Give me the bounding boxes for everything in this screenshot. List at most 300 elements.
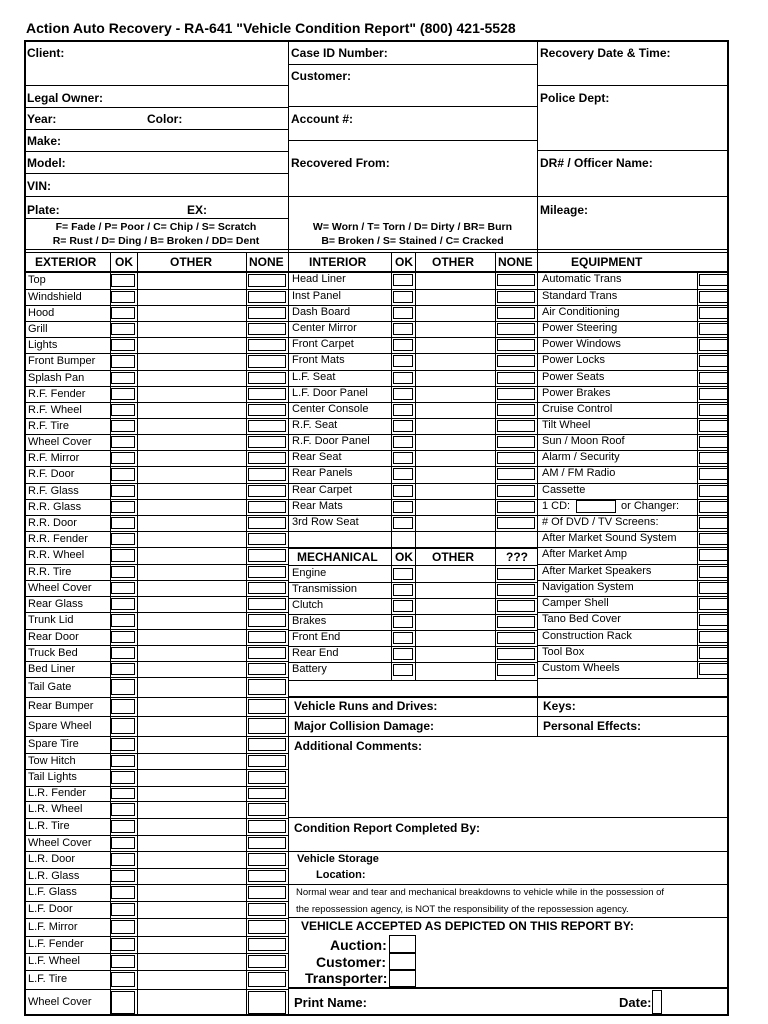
- mechanical-ok-checkbox[interactable]: [393, 568, 413, 580]
- mechanical-item-label: Front End: [292, 631, 341, 643]
- exterior-item-label: R.F. Door: [28, 468, 75, 480]
- exterior-none-checkbox[interactable]: [248, 291, 286, 303]
- interior-none-checkbox[interactable]: [497, 355, 535, 367]
- exterior-none-checkbox[interactable]: [248, 549, 286, 562]
- changer-label: or Changer:: [621, 500, 680, 512]
- exterior-none-checkbox[interactable]: [248, 853, 286, 866]
- exterior-none-checkbox[interactable]: [248, 566, 286, 578]
- grid-line: [288, 917, 729, 918]
- exterior-ok-checkbox[interactable]: [111, 323, 135, 335]
- equipment-item-label: Power Brakes: [542, 387, 611, 399]
- exterior-item-label: R.R. Glass: [28, 500, 82, 513]
- client-label: Client:: [27, 46, 65, 60]
- grid-line: [288, 40, 289, 1016]
- exterior-item-label: L.F. Door: [28, 903, 73, 915]
- grid-line: [24, 321, 288, 322]
- interior-item-label: Rear Mats: [292, 500, 343, 512]
- mechanical-header: MECHANICAL: [297, 550, 378, 564]
- exterior-item-label: Wheel Cover: [28, 581, 92, 594]
- mechanical-ok-checkbox[interactable]: [393, 648, 413, 660]
- exterior-ok-checkbox[interactable]: [111, 991, 135, 1014]
- exterior-item-label: L.F. Glass: [28, 886, 77, 898]
- exterior-none-checkbox[interactable]: [248, 404, 286, 416]
- auction-checkbox[interactable]: [389, 935, 416, 953]
- interior-ok-checkbox[interactable]: [393, 388, 413, 400]
- exterior-ok-checkbox[interactable]: [111, 468, 135, 481]
- grid-line: [288, 680, 537, 681]
- equipment-item-label: # Of DVD / TV Screens:: [542, 516, 659, 528]
- equipment-checkbox[interactable]: [699, 582, 728, 594]
- mechanical-item-label: Transmission: [292, 583, 357, 595]
- equipment-header: EQUIPMENT: [571, 255, 643, 269]
- interior-ok-checkbox[interactable]: [393, 339, 413, 351]
- equipment-item-label: After Market Amp: [542, 548, 627, 560]
- equipment-checkbox[interactable]: [699, 291, 728, 303]
- exterior-none-checkbox[interactable]: [248, 582, 286, 594]
- exterior-ok-checkbox[interactable]: [111, 699, 135, 714]
- color-label: Color:: [147, 112, 183, 126]
- exterior-ok-checkbox[interactable]: [111, 755, 135, 767]
- exterior-none-checkbox[interactable]: [248, 920, 286, 934]
- grid-line: [288, 565, 537, 566]
- exterior-none-checkbox[interactable]: [248, 355, 286, 368]
- interior-none-checkbox[interactable]: [497, 274, 535, 286]
- interior-none-checkbox[interactable]: [497, 339, 535, 351]
- exterior-ok-checkbox[interactable]: [111, 938, 135, 951]
- interior-item-label: Center Mirror: [292, 322, 357, 334]
- equipment-checkbox[interactable]: [699, 501, 728, 513]
- interior-none-checkbox[interactable]: [497, 388, 535, 400]
- storage-label: Vehicle Storage: [297, 853, 379, 865]
- exterior-ok-checkbox[interactable]: [111, 517, 135, 529]
- interior-ok-checkbox[interactable]: [393, 452, 413, 464]
- mechanical-ok-checkbox[interactable]: [393, 616, 413, 628]
- equipment-item-label: After Market Sound System: [542, 532, 677, 544]
- dr-officer-label: DR# / Officer Name:: [540, 156, 653, 170]
- exterior-ok-checkbox[interactable]: [111, 738, 135, 751]
- exterior-none-checkbox[interactable]: [248, 972, 286, 987]
- equipment-checkbox[interactable]: [699, 420, 728, 432]
- equipment-item-label: Power Locks: [542, 354, 605, 366]
- grid-line: [24, 989, 288, 990]
- interior-item-label: Dash Board: [292, 306, 351, 318]
- interior-ok-checkbox[interactable]: [393, 436, 413, 448]
- interior-none-checkbox[interactable]: [497, 501, 535, 513]
- interior-item-label: Rear Panels: [292, 467, 353, 479]
- equipment-item-label: Tool Box: [542, 646, 585, 658]
- mechanical-unknown-checkbox[interactable]: [497, 664, 535, 676]
- grid-line: [24, 85, 288, 86]
- exterior-none-checkbox[interactable]: [248, 372, 286, 384]
- grid-line: [288, 716, 729, 717]
- exterior-none-checkbox[interactable]: [248, 647, 286, 659]
- case-id-label: Case ID Number:: [291, 46, 388, 60]
- mechanical-unknown-checkbox[interactable]: [497, 632, 535, 644]
- exterior-none-header: NONE: [249, 255, 284, 269]
- equipment-checkbox[interactable]: [699, 372, 728, 384]
- exterior-none-checkbox[interactable]: [248, 738, 286, 751]
- grid-line: [288, 64, 537, 65]
- equipment-checkbox[interactable]: [699, 647, 728, 659]
- exterior-none-checkbox[interactable]: [248, 718, 286, 734]
- equipment-checkbox[interactable]: [699, 436, 728, 448]
- exterior-item-label: Top: [28, 274, 46, 286]
- equipment-checkbox[interactable]: [699, 533, 728, 545]
- mechanical-other-header: OTHER: [432, 550, 474, 564]
- disclaimer-line2: the repossession agency, is NOT the responsibility of the repossession agency.: [296, 904, 629, 915]
- interior-none-checkbox[interactable]: [497, 307, 535, 319]
- equipment-checkbox[interactable]: [699, 452, 728, 464]
- additional-comments-label: Additional Comments:: [294, 739, 422, 753]
- exterior-none-checkbox[interactable]: [248, 388, 286, 400]
- customer-checkbox[interactable]: [389, 953, 416, 970]
- interior-ok-checkbox[interactable]: [393, 291, 413, 303]
- interior-none-checkbox[interactable]: [497, 517, 535, 529]
- make-label: Make:: [27, 134, 62, 148]
- grid-line: [288, 884, 729, 885]
- exterior-ok-checkbox[interactable]: [111, 886, 135, 899]
- exterior-item-label: L.R. Glass: [28, 869, 80, 882]
- exterior-ok-checkbox[interactable]: [111, 598, 135, 610]
- mechanical-unknown-checkbox[interactable]: [497, 568, 535, 580]
- legal-owner-label: Legal Owner:: [27, 91, 104, 105]
- interior-none-checkbox[interactable]: [497, 420, 535, 432]
- exterior-ok-checkbox[interactable]: [111, 501, 135, 513]
- customer-label: Customer:: [291, 69, 352, 83]
- exterior-ok-checkbox[interactable]: [111, 771, 135, 784]
- grid-line: [24, 918, 288, 919]
- exterior-ok-checkbox[interactable]: [111, 307, 135, 319]
- interior-ok-checkbox[interactable]: [393, 420, 413, 432]
- exterior-none-checkbox[interactable]: [248, 837, 286, 849]
- equipment-checkbox[interactable]: [699, 517, 728, 529]
- exterior-none-checkbox[interactable]: [248, 663, 286, 675]
- exterior-item-label: Tow Hitch: [28, 754, 76, 767]
- equipment-item-label: Custom Wheels: [542, 662, 620, 674]
- interior-ok-checkbox[interactable]: [393, 323, 413, 335]
- grid-line: [537, 40, 538, 736]
- interior-item-label: Front Mats: [292, 354, 345, 366]
- equipment-checkbox[interactable]: [699, 631, 728, 643]
- exterior-item-label: Windshield: [28, 290, 82, 303]
- year-label: Year:: [27, 112, 57, 126]
- model-label: Model:: [27, 156, 66, 170]
- interior-item-label: R.F. Seat: [292, 419, 338, 431]
- exterior-none-checkbox[interactable]: [248, 323, 286, 335]
- exterior-item-label: Wheel Cover: [28, 836, 92, 849]
- exterior-none-checkbox[interactable]: [248, 755, 286, 767]
- exterior-ok-checkbox[interactable]: [111, 388, 135, 400]
- grid-line: [24, 801, 288, 802]
- grid-line: [24, 196, 288, 197]
- grid-line: [24, 901, 288, 902]
- interior-legend-line1: W= Worn / T= Torn / D= Dirty / BR= Burn: [312, 221, 513, 233]
- mechanical-ok-checkbox[interactable]: [393, 632, 413, 644]
- grid-line: [288, 140, 537, 141]
- equipment-checkbox[interactable]: [699, 663, 728, 675]
- grid-line: [24, 466, 288, 467]
- exterior-legend-line2: R= Rust / D= Ding / B= Broken / DD= Dent: [52, 235, 260, 247]
- exterior-none-checkbox[interactable]: [248, 517, 286, 529]
- grid-line: [24, 271, 729, 273]
- exterior-none-checkbox[interactable]: [248, 955, 286, 968]
- exterior-item-label: L.R. Door: [28, 853, 76, 865]
- equipment-checkbox[interactable]: [699, 355, 728, 367]
- interior-item-label: R.F. Door Panel: [292, 435, 370, 447]
- exterior-item-label: Spare Tire: [28, 738, 79, 750]
- exterior-ok-checkbox[interactable]: [111, 920, 135, 934]
- exterior-item-label: R.R. Door: [28, 516, 77, 529]
- exterior-item-label: L.R. Fender: [28, 787, 87, 799]
- grid-line: [288, 249, 537, 250]
- grid-line: [288, 598, 537, 599]
- equipment-checkbox[interactable]: [699, 614, 728, 626]
- exterior-none-checkbox[interactable]: [248, 452, 286, 464]
- auction-label: Auction:: [330, 937, 387, 953]
- exterior-ok-checkbox[interactable]: [111, 372, 135, 384]
- exterior-ok-checkbox[interactable]: [111, 452, 135, 464]
- exterior-none-checkbox[interactable]: [248, 788, 286, 799]
- grid-line: [24, 970, 288, 971]
- interior-none-checkbox[interactable]: [497, 404, 535, 416]
- interior-ok-checkbox[interactable]: [393, 307, 413, 319]
- print-name-label: Print Name:: [294, 995, 367, 1010]
- equipment-item-label: Power Windows: [542, 338, 621, 350]
- exterior-none-checkbox[interactable]: [248, 679, 286, 695]
- equipment-item-label: Construction Rack: [542, 630, 632, 642]
- equipment-checkbox[interactable]: [699, 485, 728, 497]
- exterior-none-checkbox[interactable]: [248, 903, 286, 916]
- exterior-item-label: Spare Wheel: [28, 719, 92, 732]
- mechanical-unknown-checkbox[interactable]: [497, 584, 535, 596]
- equipment-checkbox[interactable]: [699, 274, 728, 286]
- grid-line: [24, 129, 288, 130]
- exterior-none-checkbox[interactable]: [248, 501, 286, 513]
- cd-count-field[interactable]: [576, 500, 616, 513]
- interior-ok-checkbox[interactable]: [393, 468, 413, 480]
- exterior-ok-checkbox[interactable]: [111, 972, 135, 987]
- exterior-ok-checkbox[interactable]: [111, 274, 135, 287]
- exterior-item-label: L.R. Wheel: [28, 803, 83, 815]
- exterior-item-label: Tail Gate: [28, 680, 72, 693]
- equipment-item-label: AM / FM Radio: [542, 467, 616, 479]
- exterior-ok-checkbox[interactable]: [111, 663, 135, 675]
- interior-legend-line2: B= Broken / S= Stained / C= Cracked: [321, 235, 504, 247]
- equipment-checkbox[interactable]: [699, 388, 728, 400]
- recovery-date-label: Recovery Date & Time:: [540, 46, 671, 60]
- exterior-ok-checkbox[interactable]: [111, 903, 135, 916]
- mechanical-ok-checkbox[interactable]: [393, 584, 413, 596]
- exterior-item-label: Rear Door: [28, 630, 79, 643]
- interior-item-label: Rear Seat: [292, 451, 342, 463]
- exterior-none-checkbox[interactable]: [248, 274, 286, 287]
- location-label: Location:: [316, 869, 366, 881]
- interior-none-checkbox[interactable]: [497, 436, 535, 448]
- exterior-none-checkbox[interactable]: [248, 436, 286, 448]
- grid-line: [537, 85, 729, 86]
- exterior-item-label: Rear Bumper: [28, 700, 94, 712]
- exterior-ok-checkbox[interactable]: [111, 339, 135, 351]
- equipment-item-label: Power Seats: [542, 371, 605, 383]
- exterior-ok-header: OK: [115, 255, 133, 269]
- exterior-none-checkbox[interactable]: [248, 886, 286, 899]
- grid-line: [24, 547, 288, 548]
- grid-line: [288, 696, 729, 698]
- exterior-item-label: R.R. Wheel: [28, 549, 85, 561]
- runs-drives-label: Vehicle Runs and Drives:: [294, 699, 438, 713]
- mechanical-unknown-checkbox[interactable]: [497, 648, 535, 660]
- exterior-none-checkbox[interactable]: [248, 339, 286, 351]
- mileage-label: Mileage:: [540, 203, 589, 217]
- grid-line: [24, 697, 288, 698]
- equipment-item-label: Power Steering: [542, 322, 618, 334]
- exterior-item-label: L.F. Mirror: [28, 920, 78, 933]
- exterior-none-checkbox[interactable]: [248, 803, 286, 816]
- interior-none-checkbox[interactable]: [497, 452, 535, 464]
- exterior-none-checkbox[interactable]: [248, 699, 286, 714]
- exterior-ok-checkbox[interactable]: [111, 582, 135, 594]
- exterior-none-checkbox[interactable]: [248, 485, 286, 497]
- exterior-ok-checkbox[interactable]: [111, 718, 135, 734]
- exterior-none-checkbox[interactable]: [248, 991, 286, 1014]
- exterior-ok-checkbox[interactable]: [111, 820, 135, 833]
- equipment-checkbox[interactable]: [699, 339, 728, 351]
- exterior-none-checkbox[interactable]: [248, 870, 286, 882]
- grid-line: [288, 106, 537, 107]
- interior-none-checkbox[interactable]: [497, 323, 535, 335]
- exterior-item-label: R.F. Glass: [28, 484, 79, 497]
- exterior-ok-checkbox[interactable]: [111, 436, 135, 448]
- interior-ok-checkbox[interactable]: [393, 485, 413, 497]
- exterior-item-label: Truck Bed: [28, 646, 78, 659]
- exterior-item-label: R.R. Fender: [28, 532, 88, 545]
- exterior-ok-checkbox[interactable]: [111, 291, 135, 303]
- exterior-item-label: R.F. Mirror: [28, 451, 80, 464]
- exterior-none-checkbox[interactable]: [248, 420, 286, 432]
- interior-ok-checkbox[interactable]: [393, 501, 413, 513]
- grid-line: [288, 736, 729, 737]
- mechanical-item-label: Engine: [292, 567, 327, 579]
- exterior-item-label: Wheel Cover: [28, 435, 92, 448]
- equipment-checkbox[interactable]: [699, 468, 728, 480]
- interior-ok-checkbox[interactable]: [393, 355, 413, 367]
- interior-ok-checkbox[interactable]: [393, 517, 413, 529]
- exterior-ok-checkbox[interactable]: [111, 631, 135, 643]
- exterior-none-checkbox[interactable]: [248, 614, 286, 627]
- exterior-ok-checkbox[interactable]: [111, 533, 135, 545]
- exterior-item-label: R.F. Wheel: [28, 403, 82, 416]
- exterior-item-label: Splash Pan: [28, 371, 85, 384]
- customer-accept-label: Customer:: [316, 954, 387, 970]
- exterior-item-label: Bed Liner: [28, 662, 76, 675]
- equipment-checkbox[interactable]: [699, 307, 728, 319]
- transporter-checkbox[interactable]: [389, 970, 416, 987]
- mechanical-ok-checkbox[interactable]: [393, 600, 413, 612]
- interior-ok-checkbox[interactable]: [393, 372, 413, 384]
- exterior-ok-checkbox[interactable]: [111, 485, 135, 497]
- exterior-none-checkbox[interactable]: [248, 938, 286, 951]
- exterior-ok-checkbox[interactable]: [111, 870, 135, 882]
- interior-none-checkbox[interactable]: [497, 372, 535, 384]
- exterior-ok-checkbox[interactable]: [111, 420, 135, 432]
- equipment-checkbox[interactable]: [699, 323, 728, 335]
- mechanical-unknown-checkbox[interactable]: [497, 600, 535, 612]
- page-title: Action Auto Recovery - RA-641 "Vehicle Condition Report" (800) 421-5528: [26, 20, 516, 36]
- mechanical-unknown-checkbox[interactable]: [497, 616, 535, 628]
- exterior-item-label: R.F. Tire: [28, 419, 69, 432]
- exterior-none-checkbox[interactable]: [248, 771, 286, 784]
- equipment-item-label: Navigation System: [542, 581, 634, 593]
- exterior-none-checkbox[interactable]: [248, 820, 286, 833]
- exterior-none-checkbox[interactable]: [248, 468, 286, 481]
- exterior-ok-checkbox[interactable]: [111, 404, 135, 416]
- interior-none-checkbox[interactable]: [497, 291, 535, 303]
- exterior-ok-checkbox[interactable]: [111, 955, 135, 968]
- exterior-ok-checkbox[interactable]: [111, 549, 135, 562]
- exterior-none-checkbox[interactable]: [248, 598, 286, 610]
- equipment-item-label: Tano Bed Cover: [542, 613, 621, 625]
- equipment-checkbox[interactable]: [699, 598, 728, 610]
- exterior-item-label: Hood: [28, 306, 55, 319]
- date-label: Date:: [619, 995, 652, 1010]
- personal-effects-label: Personal Effects:: [543, 719, 642, 733]
- interior-none-header: NONE: [498, 255, 533, 269]
- disclaimer-line1: Normal wear and tear and mechanical breakdowns to vehicle while in the possession of: [296, 887, 665, 898]
- exterior-ok-checkbox[interactable]: [111, 355, 135, 368]
- equipment-item-label: Alarm / Security: [542, 451, 620, 463]
- date-field[interactable]: [652, 990, 662, 1014]
- equipment-checkbox[interactable]: [699, 566, 728, 578]
- grid-line: [24, 736, 288, 737]
- exterior-item-label: L.R. Tire: [28, 820, 70, 832]
- exterior-none-checkbox[interactable]: [248, 307, 286, 319]
- interior-ok-checkbox[interactable]: [393, 274, 413, 286]
- exterior-ok-checkbox[interactable]: [111, 679, 135, 695]
- equipment-checkbox[interactable]: [699, 404, 728, 416]
- interior-ok-checkbox[interactable]: [393, 404, 413, 416]
- interior-item-label: L.F. Seat: [292, 371, 336, 383]
- grid-line: [24, 173, 288, 174]
- recovered-from-label: Recovered From:: [291, 156, 390, 170]
- grid-line: [24, 218, 288, 219]
- keys-label: Keys:: [543, 699, 576, 713]
- exterior-ok-checkbox[interactable]: [111, 853, 135, 866]
- mechanical-item-label: Battery: [292, 663, 327, 675]
- equipment-checkbox[interactable]: [699, 549, 728, 561]
- interior-item-label: Center Console: [292, 403, 369, 415]
- mechanical-item-label: Clutch: [292, 599, 324, 611]
- exterior-ok-checkbox[interactable]: [111, 647, 135, 659]
- exterior-ok-checkbox[interactable]: [111, 566, 135, 578]
- exterior-ok-checkbox[interactable]: [111, 614, 135, 627]
- exterior-item-label: Rear Glass: [28, 597, 84, 610]
- exterior-item-label: R.R. Tire: [28, 565, 72, 578]
- exterior-legend-line1: F= Fade / P= Poor / C= Chip / S= Scratch: [55, 221, 257, 233]
- accepted-label: VEHICLE ACCEPTED AS DEPICTED ON THIS REPORT BY:: [301, 919, 634, 933]
- mechanical-ok-checkbox[interactable]: [393, 664, 413, 676]
- grid-line: [288, 531, 537, 532]
- exterior-header: EXTERIOR: [35, 255, 97, 269]
- exterior-none-checkbox[interactable]: [248, 631, 286, 643]
- equipment-item-label: Sun / Moon Roof: [542, 435, 625, 447]
- exterior-ok-checkbox[interactable]: [111, 788, 135, 799]
- exterior-ok-checkbox[interactable]: [111, 837, 135, 849]
- interior-none-checkbox[interactable]: [497, 468, 535, 480]
- interior-none-checkbox[interactable]: [497, 485, 535, 497]
- exterior-none-checkbox[interactable]: [248, 533, 286, 545]
- exterior-ok-checkbox[interactable]: [111, 803, 135, 816]
- exterior-item-label: Wheel Cover: [28, 996, 92, 1008]
